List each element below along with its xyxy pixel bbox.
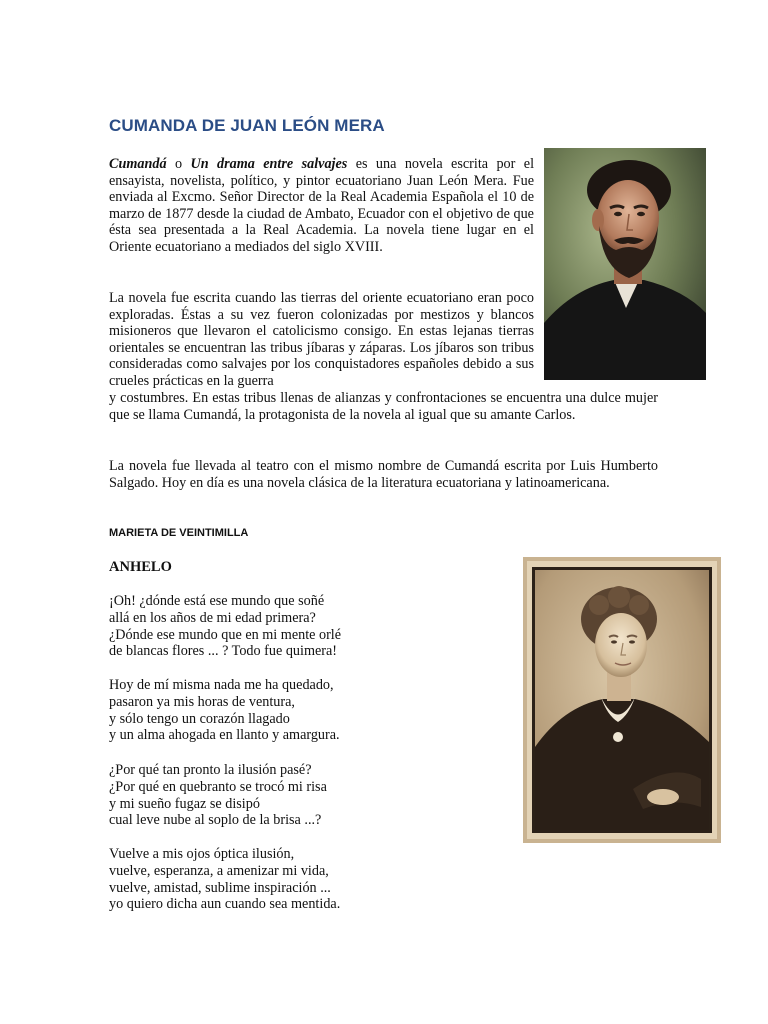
poem-line: Hoy de mí misma nada me ha quedado,: [109, 677, 334, 693]
paragraph-history: La novela fue escrita cuando las tierras del oriente ecuatoriano eran poco exploradas. Éstas a su vez fueron colonizadas por mestizos y blancos misioneros que llevaron el catolicismo consigo. En estas lejanas tierras orientales se encuentran las tribus jíbaras y záparas. Los jíbaros son tribus consideradas como salvajes por los conquistadores españoles debido a sus crueles prácticas en la guerra: [109, 290, 534, 389]
book-subtitle: Un drama entre salvajes: [190, 156, 348, 172]
portrait-juan-leon-mera: [544, 148, 706, 380]
poem-line: de blancas flores ... ? Todo fue quimera!: [109, 643, 338, 660]
book-title: Cumandá: [109, 156, 167, 172]
poem-line: Vuelve a mis ojos óptica ilusión,: [109, 846, 295, 862]
poem-stanza-3: [109, 762, 327, 829]
poem-title: ANHELO: [109, 559, 172, 575]
poem-line: y un alma ahogada en llanto y amargura.: [109, 727, 340, 744]
paragraph-history-cont: y costumbres. En estas tribus llenas de alianzas y confrontaciones se encuentra una dulce mujer que se llama Cumandá, la protagonista de la novela al igual que su amante Carlos.: [109, 390, 658, 423]
portrait-juan-leon-mera-image: [544, 148, 706, 380]
poem-line: ¿Por qué tan pronto la ilusión pasé?: [109, 762, 312, 778]
poem-line: allá en los años de mi edad primera?: [109, 609, 316, 626]
poem-line: vuelve, amistad, sublime inspiración ...: [109, 879, 331, 896]
poem-line: ¿Por qué en quebranto se trocó mi risa: [109, 778, 327, 795]
poem-line: vuelve, esperanza, a amenizar mi vida,: [109, 862, 329, 879]
paragraph-theater: La novela fue llevada al teatro con el mismo nombre de Cumandá escrita por Luis Humberto Salgado. Hoy en día es una novela clásica de la literatura ecuatoriana y latinoamericana.: [109, 458, 658, 491]
paragraph-intro-text: es una novela escrita por el ensayista, novelista, político, y pintor ecuatoriano Juan León Mera. Fue enviada al Excmo. Señor Director de la Real Academia Española el 10 de marzo de 1877 desde la ciudad de Ambato, Ecuador con el objetivo de que ésta sea presentada a la Real Academia. La novela tiene lugar en el Oriente ecuatoriano a mediados del siglo XVIII.: [109, 156, 535, 255]
poem-line: yo quiero dicha aun cuando sea mentida.: [109, 896, 341, 913]
portrait-marieta-image: [523, 557, 721, 843]
poem-stanza-4: [109, 846, 340, 913]
poem-line: y sólo tengo un corazón llagado: [109, 710, 290, 727]
poem-line: y mi sueño fugaz se disipó: [109, 795, 260, 812]
poem-line: ¿Dónde ese mundo que en mi mente orlé: [109, 626, 342, 643]
article-title: CUMANDA DE JUAN LEÓN MERA: [109, 116, 385, 135]
poem-line: ¡Oh! ¿dónde está ese mundo que soñé: [109, 593, 325, 609]
paragraph-intro: Cumandá o Un drama entre salvajes es una novela escrita por el ensayista, novelista, político, y pintor ecuatoriano Juan León Mera. Fue enviada al Excmo. Señor Director de la Real Academia Española el 10 de marzo de 1877 desde la ciudad de Ambato, Ecuador con el objetivo de que ésta sea presentada a la Real Academia. La novela tiene lugar en el Oriente ecuatoriano a mediados del siglo XVIII.: [109, 156, 535, 255]
portrait-marieta-de-veintimilla: [523, 557, 721, 843]
poem-stanza-1: [109, 593, 341, 660]
poet-heading: MARIETA DE VEINTIMILLA: [109, 527, 249, 539]
poem-line: pasaron ya mis horas de ventura,: [109, 693, 295, 710]
poem-line: cual leve nube al soplo de la brisa ...?: [109, 812, 322, 829]
poem-stanza-2: [109, 677, 340, 744]
